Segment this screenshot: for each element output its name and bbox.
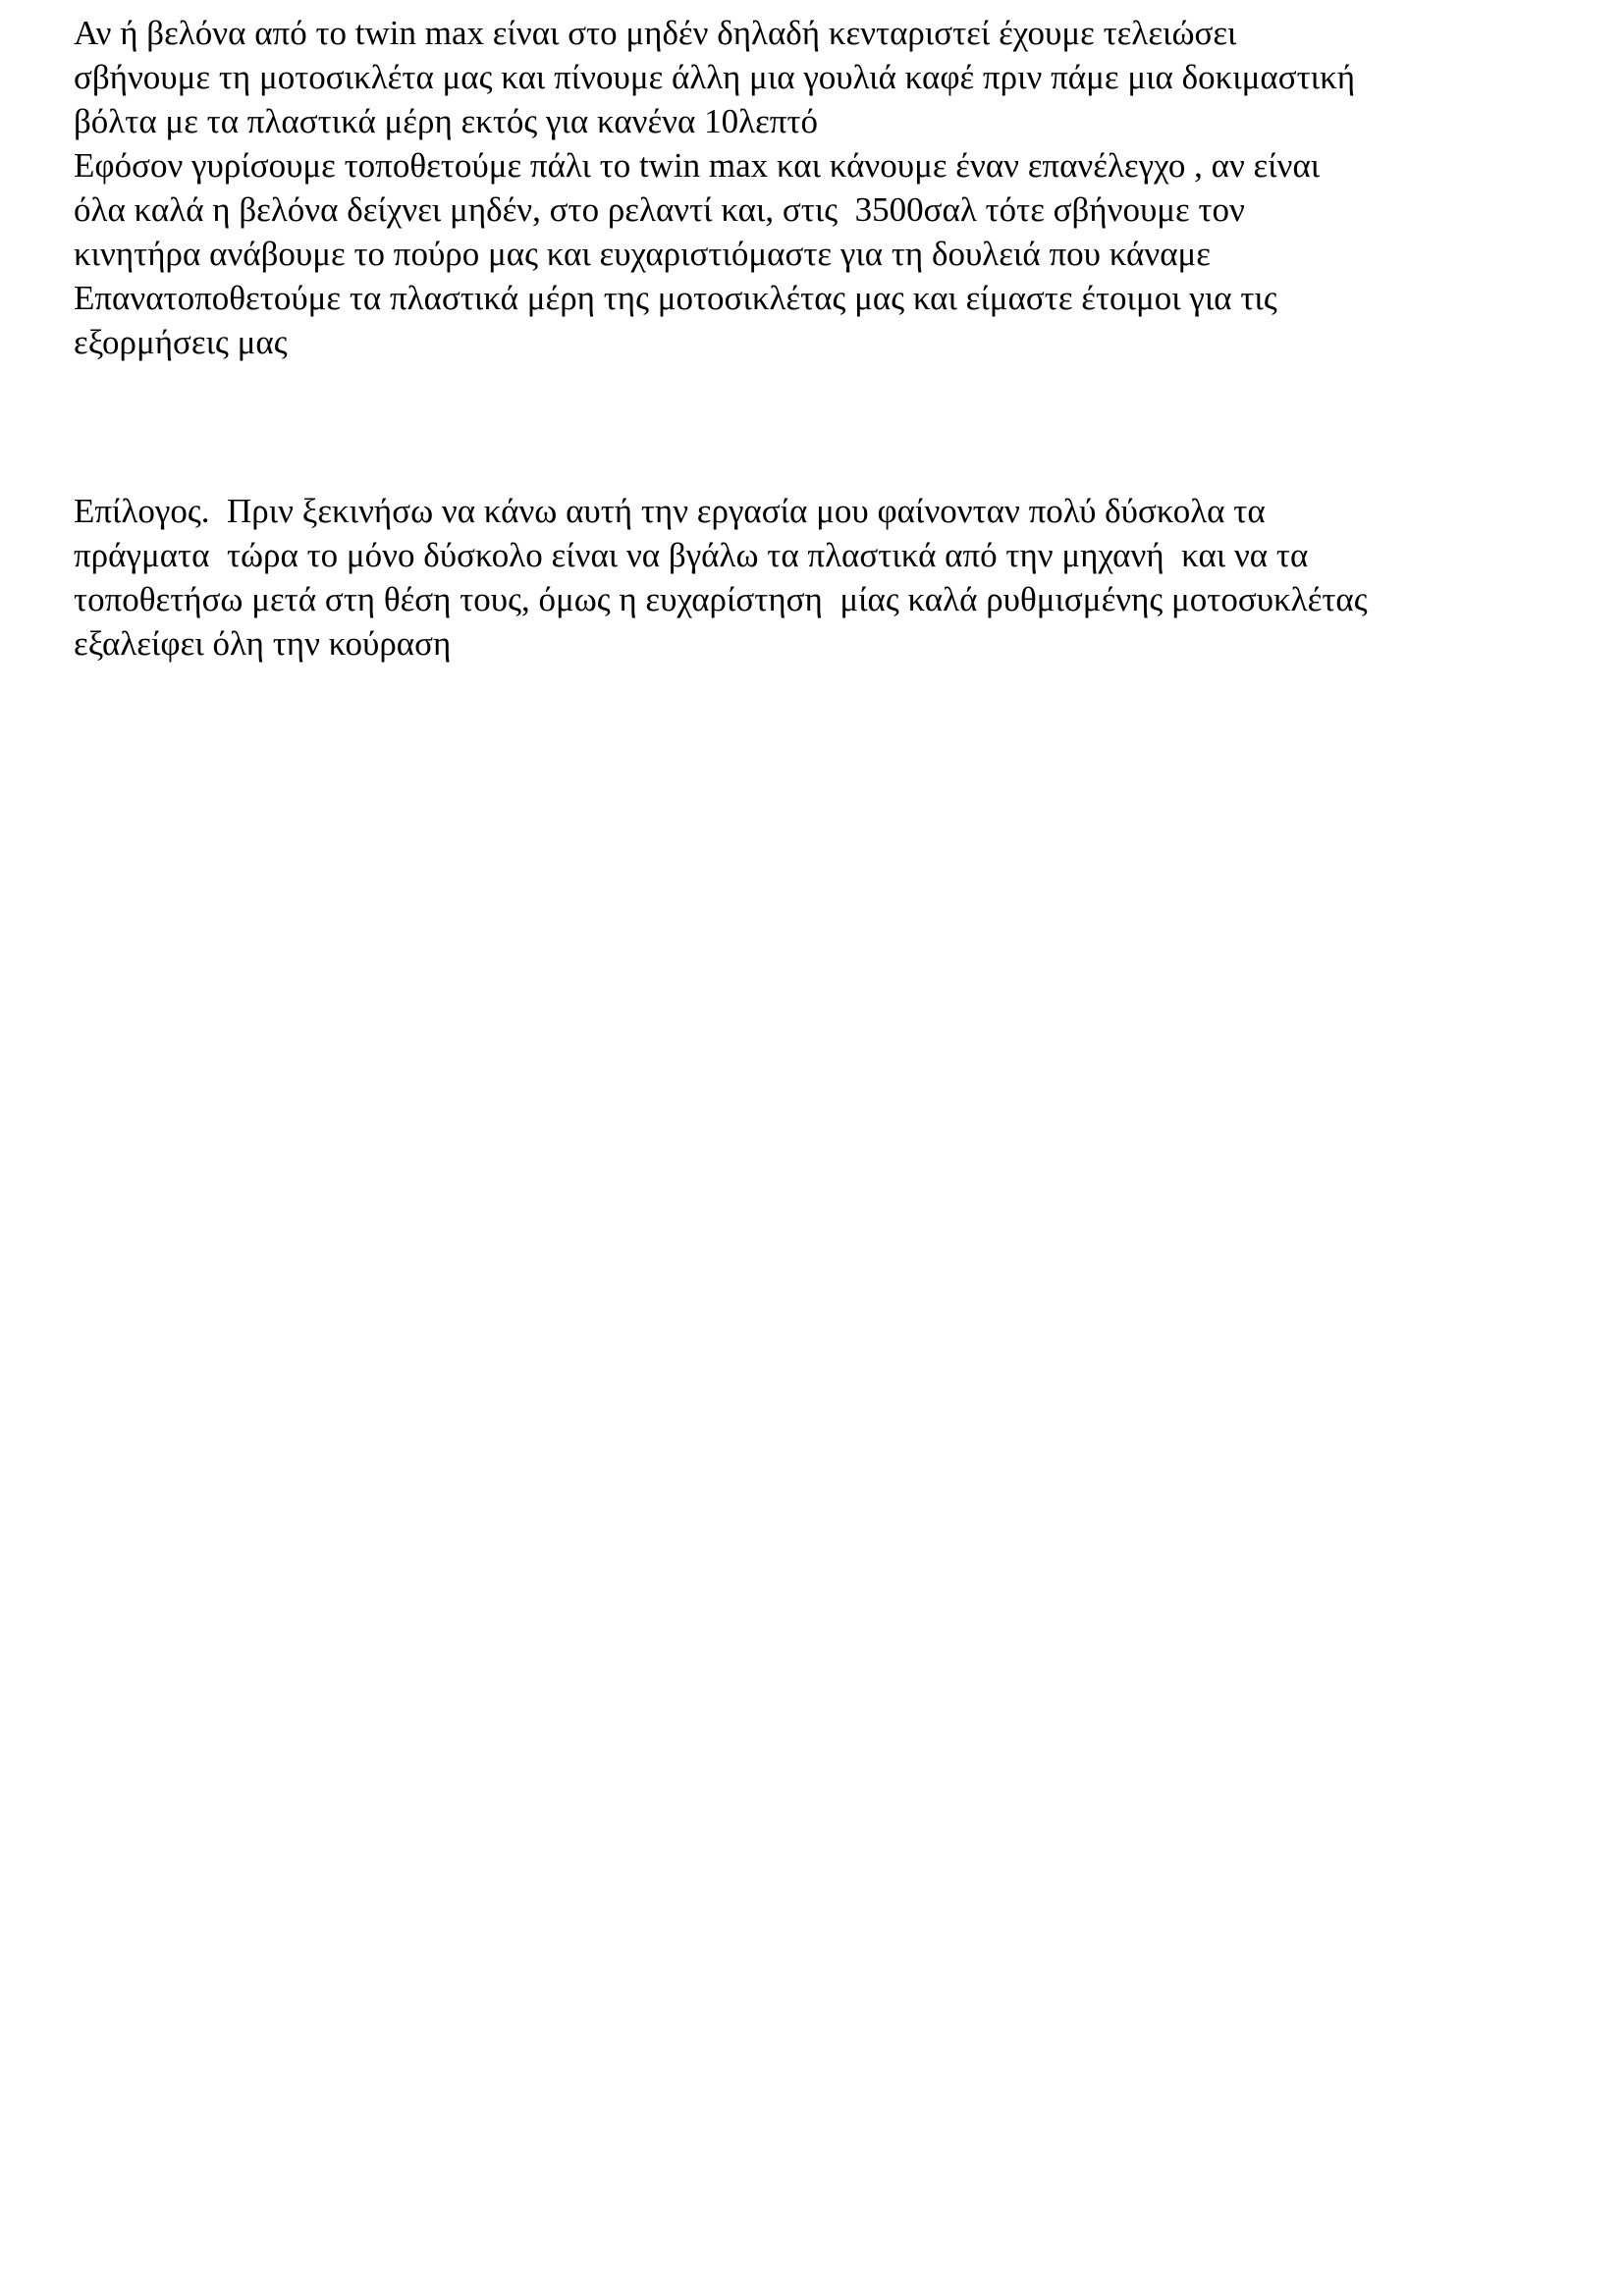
text-line: όλα καλά η βελόνα δείχνει μηδέν, στο ρελαντί και, στις 3500σαλ τότε σβήνουμε τον	[74, 190, 1245, 229]
paragraph-epilogue	[74, 489, 1556, 666]
paragraph-procedure	[74, 11, 1556, 364]
text-line: εξορμήσεις μας	[74, 323, 288, 361]
text-line: πράγματα τώρα το μόνο δύσκολο είναι να βγάλω τα πλαστικά από την μηχανή και να τα	[74, 536, 1309, 574]
text-line: Εφόσον γυρίσουμε τοποθετούμε πάλι το twin max και κάνουμε έναν επανέλεγχο , αν είναι	[74, 146, 1321, 185]
text-line: κινητήρα ανάβουμε το πούρο μας και ευχαριστιόμαστε για τη δουλειά που κάναμε	[74, 235, 1211, 273]
text-line: βόλτα με τα πλαστικά μέρη εκτός για κανένα 10λεπτό	[74, 102, 819, 140]
text-line: Επίλογος. Πριν ξεκινήσω να κάνω αυτή την εργασία μου φαίνονταν πολύ δύσκολα τα	[74, 492, 1266, 530]
text-line: Επανατοποθετούμε τα πλαστικά μέρη της μοτοσικλέτας μας και είμαστε έτοιμοι για τις	[74, 279, 1277, 317]
text-line: τοποθετήσω μετά στη θέση τους, όμως η ευχαρίστηση μίας καλά ρυθμισμένης μοτοσυκλέτας	[74, 580, 1368, 618]
text-line: Αν ή βελόνα από το twin max είναι στο μηδέν δηλαδή κενταριστεί έχουμε τελειώσει	[74, 14, 1237, 52]
text-line: σβήνουμε τη μοτοσικλέτα μας και πίνουμε άλλη μια γουλιά καφέ πριν πάμε μια δοκιμαστική	[74, 58, 1356, 96]
text-line: εξαλείφει όλη την κούραση	[74, 624, 452, 663]
